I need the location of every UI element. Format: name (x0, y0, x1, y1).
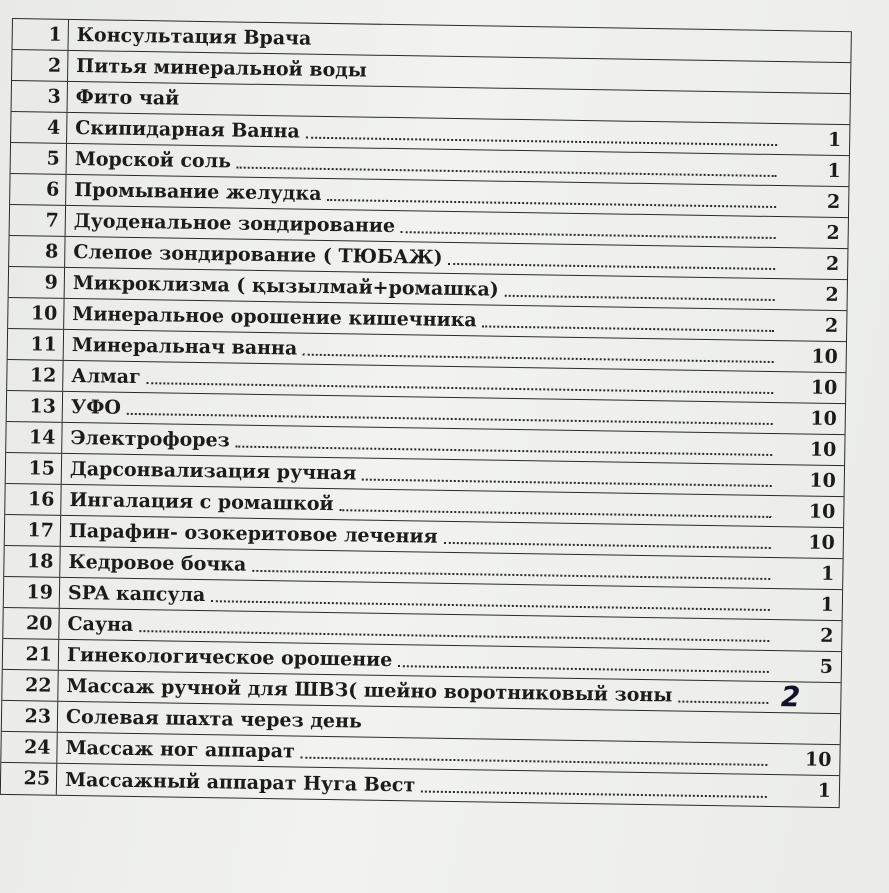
procedure-quantity: 1 (820, 593, 835, 616)
dot-leader (339, 509, 771, 518)
procedure-quantity (785, 31, 843, 32)
dot-leader (483, 325, 775, 332)
procedure-quantity: 10 (809, 469, 837, 492)
row-number: 8 (9, 236, 65, 267)
dot-leader (398, 665, 769, 673)
dot-leader (303, 354, 774, 363)
procedure-name: Минеральное орошение кишечника (72, 302, 477, 332)
dot-leader (139, 630, 769, 642)
row-number: 15 (6, 453, 62, 484)
dot-leader (127, 413, 773, 425)
dot-leader (401, 231, 776, 239)
procedure-name: Массаж ног аппарат (65, 736, 295, 763)
procedure-quantity: 1 (827, 159, 841, 183)
procedure-name: Слепое зондирование ( ТЮБАЖ) (73, 240, 443, 269)
row-number: 21 (3, 639, 59, 670)
procedure-quantity: 10 (808, 531, 836, 554)
dot-leader (301, 757, 768, 766)
procedure-name: Ингалация с ромашкой (69, 488, 334, 516)
dot-leader (211, 600, 770, 611)
procedure-quantity: 1 (817, 779, 832, 802)
procedure-table (0, 18, 852, 808)
row-number: 23 (2, 701, 58, 732)
procedure-quantity: 10 (811, 345, 838, 369)
procedure-quantity: 2 (826, 190, 841, 214)
row-number: 16 (5, 484, 61, 515)
row-number: 11 (8, 329, 64, 360)
row-number: 22 (2, 670, 58, 701)
procedure-quantity: 1 (820, 562, 835, 585)
row-number: 4 (11, 112, 67, 143)
procedure-quantity: 2 (825, 252, 840, 276)
row-number: 20 (3, 608, 59, 639)
procedure-name: Гинекологическое орошение (66, 643, 393, 672)
dot-leader (443, 542, 770, 549)
procedure-quantity: 10 (809, 438, 837, 461)
procedure-name: Промывание желудка (74, 179, 322, 205)
row-number: 10 (8, 298, 64, 329)
procedure-name: Морской соль (74, 148, 232, 173)
row-number: 2 (12, 50, 68, 81)
procedure-name: Фито чай (75, 86, 180, 110)
procedure-quantity: 2 (826, 221, 840, 245)
row-number: 18 (4, 546, 60, 577)
procedure-quantity: 2 (780, 680, 801, 714)
procedure-quantity: 10 (804, 748, 832, 771)
procedure-quantity (774, 713, 832, 714)
procedure-name: Массаж ручной для ШВЗ( шейно воротниковый зоны (66, 674, 673, 707)
dot-leader (362, 479, 772, 487)
procedure-name: Дуоденальное зондирование (73, 209, 396, 238)
procedure-name: Минеральнач ванна (71, 333, 298, 360)
procedure-name: Микроклизма ( қызылмай+ромашка) (72, 271, 499, 301)
dot-leader (306, 137, 777, 146)
procedure-name: Алмаг (71, 364, 141, 389)
procedure-name: Массажный аппарат Нуга Вест (64, 768, 416, 796)
row-number: 3 (12, 81, 68, 112)
procedure-name: Кедровое бочка (68, 550, 247, 576)
procedure-name: УФО (70, 395, 122, 419)
dot-leader (505, 295, 775, 301)
row-number: 24 (1, 732, 57, 763)
dot-leader (236, 446, 773, 456)
row-number: 6 (10, 174, 66, 205)
procedure-quantity: 10 (808, 500, 836, 523)
row-number: 17 (5, 515, 61, 546)
row-number: 25 (1, 763, 57, 795)
dot-leader (252, 570, 770, 580)
dot-leader (421, 790, 767, 797)
dot-leader (237, 167, 777, 177)
procedure-quantity (784, 93, 842, 94)
procedure-name: Дарсонвализация ручная (69, 457, 357, 485)
row-number: 7 (10, 205, 66, 236)
procedure-name: SPA капсула (67, 581, 206, 607)
row-number: 14 (6, 422, 62, 453)
row-number: 5 (11, 143, 67, 174)
dot-leader (327, 199, 776, 208)
procedure-quantity: 2 (819, 624, 834, 647)
procedure-quantity: 2 (824, 314, 839, 338)
procedure-name: Сауна (67, 612, 134, 636)
procedure-quantity (784, 62, 842, 63)
procedure-quantity: 2 (825, 283, 839, 307)
dot-leader (147, 382, 774, 394)
procedure-name: Электрофорез (70, 426, 230, 452)
row-number: 13 (7, 391, 63, 422)
dot-leader (449, 263, 776, 270)
procedure-name: Скипидарная Ванна (75, 117, 300, 143)
row-number: 1 (13, 19, 69, 50)
procedure-name: Консультация Врача (76, 24, 312, 50)
row-number: 12 (7, 360, 63, 391)
row-number: 9 (9, 267, 65, 298)
procedure-quantity: 5 (819, 655, 834, 678)
row-number: 19 (4, 577, 60, 608)
procedure-quantity: 1 (827, 128, 842, 152)
procedure-name: Питья минеральной воды (76, 55, 368, 82)
procedure-quantity: 10 (810, 407, 837, 431)
procedure-quantity: 10 (810, 376, 838, 400)
procedure-name: Парафин- озокеритовое лечения (68, 519, 438, 548)
procedure-name: Солевая шахта через день (65, 705, 363, 733)
